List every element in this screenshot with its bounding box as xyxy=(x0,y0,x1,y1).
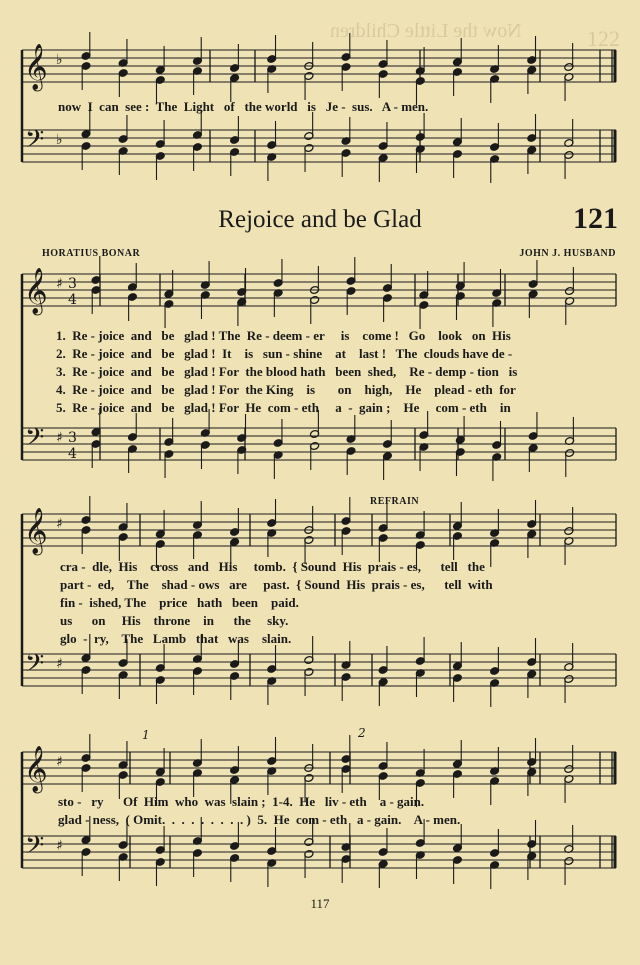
svg-text:♯: ♯ xyxy=(56,838,63,854)
svg-text:𝄞: 𝄞 xyxy=(24,746,48,792)
bleed-through-number: 122 xyxy=(587,26,620,51)
svg-text:♭: ♭ xyxy=(56,52,63,68)
svg-text:♭: ♭ xyxy=(56,132,63,148)
verse3-line-1: sto - ry Of Him who was slain ; 1-4. He liv - eth a - gain. xyxy=(58,794,425,809)
hymn-number: 121 xyxy=(573,202,618,235)
page-number: 117 xyxy=(310,896,330,911)
svg-text:𝄢: 𝄢 xyxy=(25,831,45,866)
bleed-through-title: Now the Little Children xyxy=(330,20,522,42)
svg-text:𝄢: 𝄢 xyxy=(25,423,45,458)
composer-credit: JOHN J. HUSBAND xyxy=(519,248,616,259)
verse2-line-2: part - ed, The shad - ows are past. { Sound His prais - es, tell with xyxy=(60,577,493,592)
svg-text:3: 3 xyxy=(68,276,77,292)
svg-text:𝄞: 𝄞 xyxy=(24,268,48,314)
verse2-line-4: us on His throne in the sky. xyxy=(60,613,289,628)
svg-text:♯: ♯ xyxy=(56,276,63,292)
verse2-line-3: fin - ished, The price hath been paid. xyxy=(60,595,299,610)
svg-text:♯: ♯ xyxy=(56,754,63,770)
top-system-lyric: now I can see : The Light of the world is Je - sus. A - men. xyxy=(58,99,429,114)
svg-text:♯: ♯ xyxy=(56,516,63,532)
verse2-line-5: glo - ry, The Lamb that was slain. xyxy=(60,631,292,646)
ending-1-label: 1 xyxy=(142,728,150,742)
svg-text:𝄞: 𝄞 xyxy=(24,44,48,90)
hymn-title: Rejoice and be Glad xyxy=(218,206,422,233)
svg-text:𝄞: 𝄞 xyxy=(24,508,48,554)
author-credit: HORATIUS BONAR xyxy=(42,248,141,259)
svg-text:3: 3 xyxy=(68,430,77,446)
svg-text:♯: ♯ xyxy=(56,656,63,672)
verse3-line-2: glad - ness, ( Omit. . . . . . . . . ) 5. He com - eth a - gain. A - men. xyxy=(58,812,461,827)
svg-text:𝄢: 𝄢 xyxy=(25,649,45,684)
svg-text:♯: ♯ xyxy=(56,430,63,446)
svg-text:4: 4 xyxy=(68,446,77,462)
verse-line-1: 1. Re - joice and be glad ! The Re - deem - er is come ! Go look on His xyxy=(56,328,511,343)
svg-text:4: 4 xyxy=(68,292,77,308)
verse-line-4: 4. Re - joice and be glad ! For the King is on high, He plead - eth for xyxy=(56,382,516,397)
verse-line-2: 2. Re - joice and be glad ! It is sun - shine at last ! The clouds have de - xyxy=(56,346,513,361)
refrain-label: REFRAIN xyxy=(370,496,420,507)
svg-text:𝄢: 𝄢 xyxy=(25,125,45,160)
verse-line-5: 5. Re - joice and be glad ! For He com - eth a - gain ; He com - eth in xyxy=(56,400,511,415)
ending-2-label: 2 xyxy=(358,726,366,740)
verse2-line-1: cra - dle, His cross and His tomb. { Sound His prais - es, tell the xyxy=(60,559,485,574)
verse-line-3: 3. Re - joice and be glad ! For the blood hath been shed, Re - demp - tion is xyxy=(56,364,518,379)
